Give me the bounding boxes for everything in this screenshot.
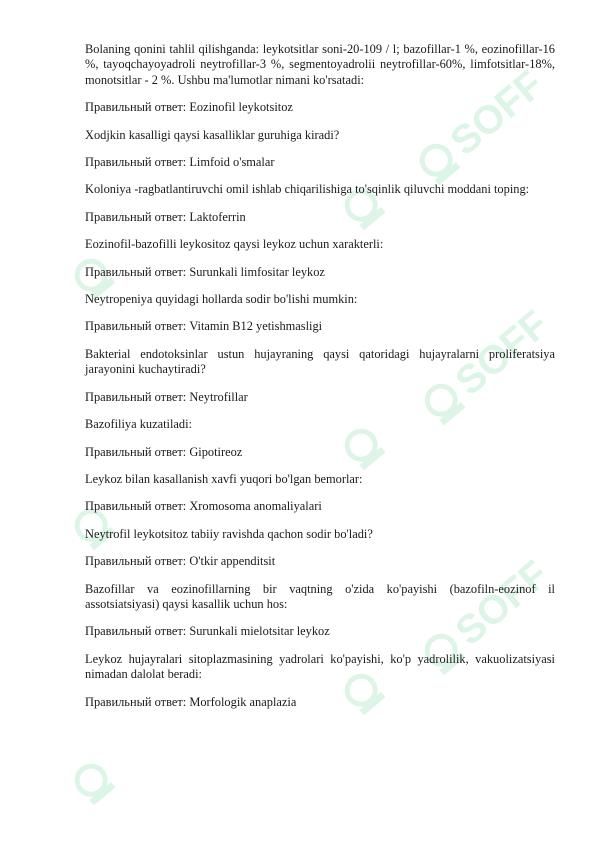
answer-text: Правильный ответ: Eozinofil leykotsitoz xyxy=(85,100,293,115)
qa-item xyxy=(85,237,555,280)
document-body xyxy=(85,42,558,722)
qa-item xyxy=(85,652,555,710)
answer-text: Правильный ответ: Gipotireoz xyxy=(85,444,243,459)
question-text: Leykoz hujayralari sitoplazmasining yadrolari ko'payishi, ko'p yadrolilik, vakuolizatsiyasi nimadan dalolat beradi: xyxy=(85,651,555,682)
question-text: Bakterial endotoksinlar ustun hujayraning qaysi qatoridagi hujayralarni proliferatsiya jarayonini kuchaytiradi? xyxy=(85,346,555,377)
qa-item xyxy=(85,42,555,116)
question-text: Bazofillar va eozinofillarning bir vaqtning o'zida ko'payishi (bazofiln-eozinof il assotsiatsiyasi) qaysi kasallik uchun hos: xyxy=(85,581,555,611)
answer-text: Правильный ответ: O'tkir appenditsit xyxy=(85,554,276,569)
question-text: Leykoz bilan kasallanish xavfi yuqori bo'lgan bemorlar: xyxy=(85,471,363,486)
qa-item xyxy=(85,582,555,640)
watermark-text: SOFF xyxy=(447,301,558,404)
qa-item xyxy=(85,527,555,570)
answer-text: Правильный ответ: Surunkali mielotsitar leykoz xyxy=(85,624,330,639)
answer-text: Правильный ответ: Vitamin B12 yetishmasligi xyxy=(85,319,323,334)
qa-item xyxy=(85,182,555,225)
qa-item xyxy=(85,292,555,335)
qa-item xyxy=(85,128,555,171)
watermark-text: SOFF xyxy=(442,61,553,164)
answer-text: Правильный ответ: Surunkali limfositar leykoz xyxy=(85,264,325,279)
qa-item xyxy=(85,417,555,460)
question-text: Neytrofil leykotsitoz tabiiy ravishda qachon sodir bo'ladi? xyxy=(85,526,373,541)
question-text: Bolaning qonini tahlil qilishganda: leykotsitlar soni-20-109 / l; bazofillar-1 %, eozinofillar-16 %, tayoqchayoyadroli neytrofillar-3 %, segmentoyadrolii neytrofillar-60%, limfotsitlar-18%, monotsitlar - 2 %. Ushbu ma'lumotlar nimani ko'rsatadi: xyxy=(85,42,555,87)
answer-text: Правильный ответ: Xromosoma anomaliyalari xyxy=(85,499,322,514)
question-text: Xodjkin kasalligi qaysi kasalliklar guruhiga kiradi? xyxy=(85,127,340,142)
qa-item xyxy=(85,347,555,405)
question-text: Bazofiliya kuzatiladi: xyxy=(85,417,193,432)
question-text: Eozinofil-bazofilli leykositoz qaysi leykoz uchun xarakterli: xyxy=(85,237,384,252)
answer-text: Правильный ответ: Neytrofillar xyxy=(85,389,248,404)
answer-text: Правильный ответ: Limfoid o'smalar xyxy=(85,155,275,170)
qa-item xyxy=(85,472,555,515)
question-text: Koloniya -ragbatlantiruvchi omil ishlab chiqarilishiga to'sqinlik qiluvchi moddani toping: xyxy=(85,182,530,197)
answer-text: Правильный ответ: Laktoferrin xyxy=(85,209,246,224)
watermark-text: SOFF xyxy=(447,551,558,654)
answer-text: Правильный ответ: Morfologik anaplazia xyxy=(85,694,297,709)
question-text: Neytropeniya quyidagi hollarda sodir bo'lishi mumkin: xyxy=(85,292,358,307)
